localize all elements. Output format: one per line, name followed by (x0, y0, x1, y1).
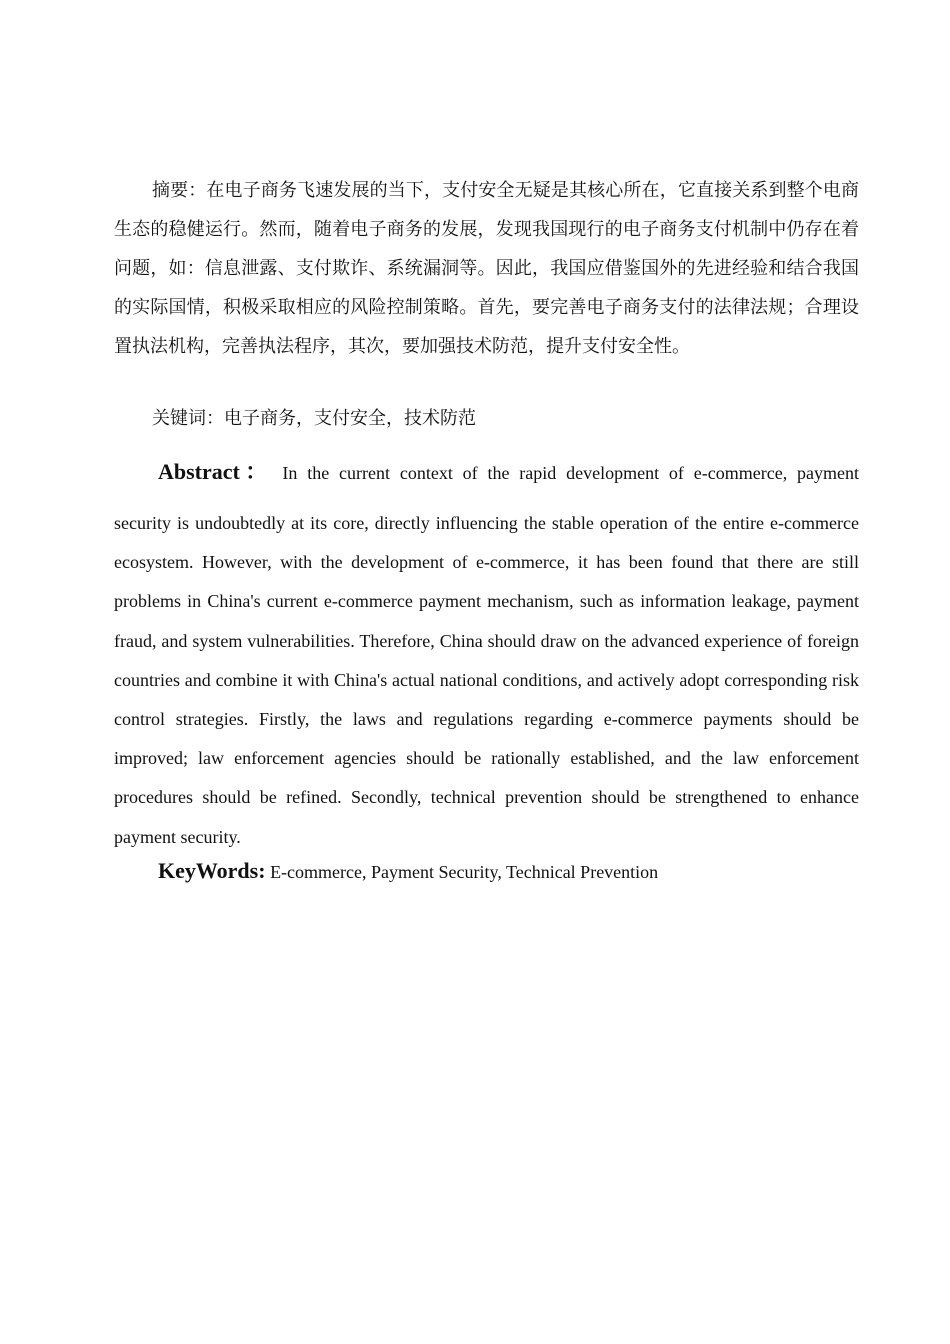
abstract-zh (114, 171, 859, 366)
keywords-en-text: E-commerce, Payment Security, Technical Prevention (270, 862, 659, 882)
keywords-en (158, 856, 658, 887)
abstract-en-first-line (114, 452, 859, 493)
keywords-zh-text: 电子商务，支付安全，技术防范 (224, 408, 476, 429)
abstract-en-first-text: In the current context of the rapid development of e-commerce, payment (282, 463, 860, 483)
abstract-zh-label: 摘要： (152, 180, 207, 201)
keywords-en-label: KeyWords: (158, 858, 266, 883)
abstract-en-label: Abstract： (158, 459, 273, 484)
abstract-zh-text: 在电子商务飞速发展的当下，支付安全无疑是其核心所在，它直接关系到整个电商生态的稳健运行。然而，随着电子商务的发展，发现我国现行的电子商务支付机制中仍存在着问题，如：信息泄露、支付欺诈、系统漏洞等。因此，我国应借鉴国外的先进经验和结合我国的实际国情，积极采取相应的风险控制策略。首先，要完善电子商务支付的法律法规；合理设置执法机构，完善执法程序，其次，要加强技术防范，提升支付安全性。 (114, 180, 860, 357)
keywords-zh-label: 关键词： (152, 408, 224, 429)
abstract-en-text: security is undoubtedly at its core, directly influencing the stable operation of the entire e-commerce ecosystem. However, with the development of e-commerce, it has been found that there are still problems in China's current e-commerce payment mechanism, such as information leakage, payment fraud, and system vulnerabilities. Therefore, China should draw on the advanced experience of foreign countries and combine it with China's actual national conditions, and actively adopt corresponding risk control strategies. Firstly, the laws and regulations regarding e-commerce payments should be improved; law enforcement agencies should be rationally established, and the law enforcement procedures should be refined. Secondly, technical prevention should be strengthened to enhance payment security. (114, 513, 859, 847)
keywords-zh (152, 404, 476, 434)
abstract-en (114, 452, 859, 857)
